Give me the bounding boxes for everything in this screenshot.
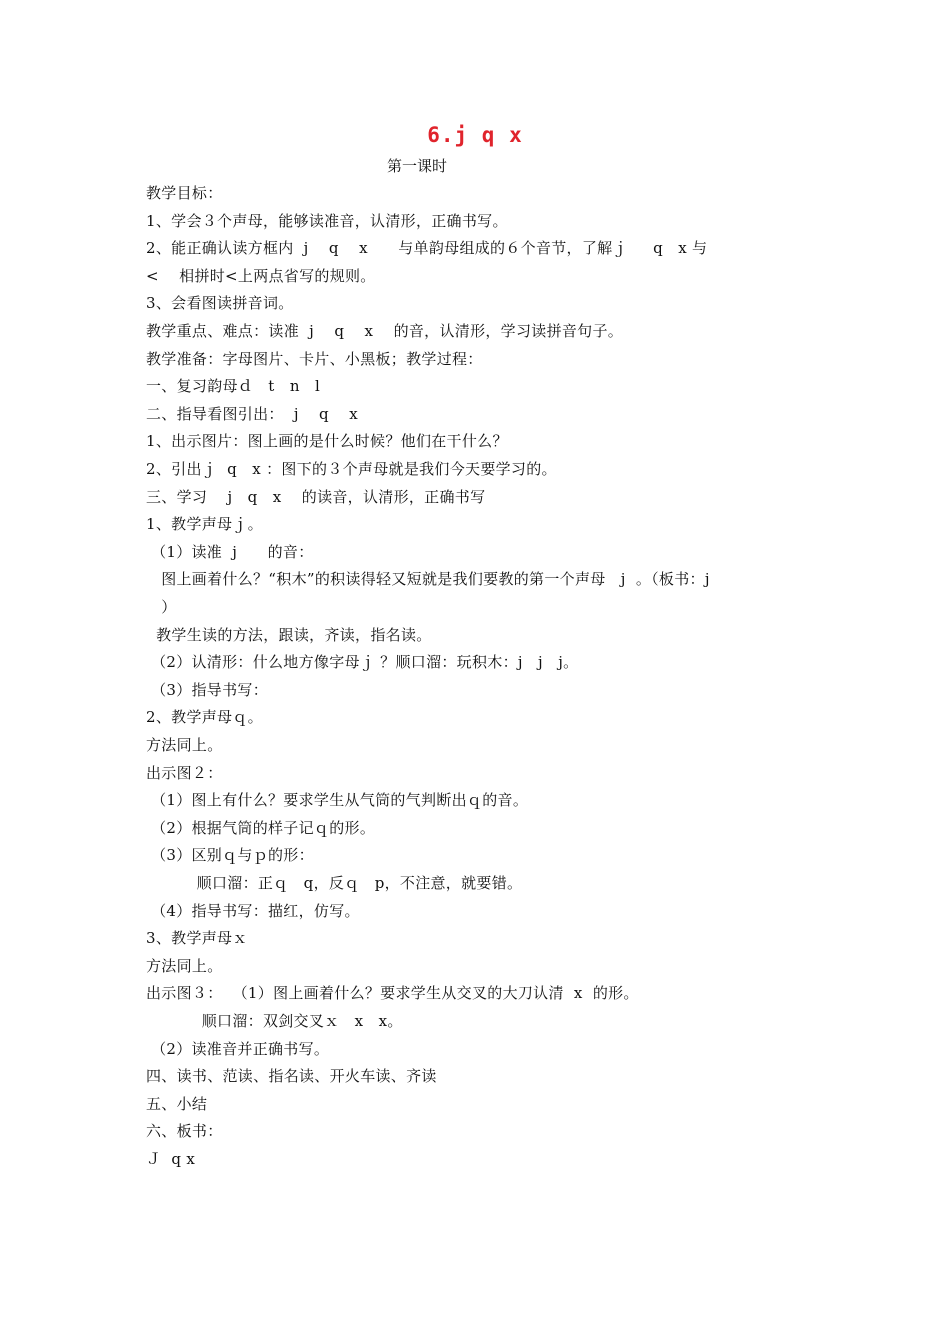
body-line: 三、学习 j q x 的读音，认清形，正确书写 <box>146 488 486 506</box>
body-line: 出示图２： <box>146 764 223 782</box>
body-line: 3、教学声母ｘ <box>146 929 248 947</box>
body-line: （2）读准音并正确书写。 <box>146 1040 330 1058</box>
body-line: 1、学会３个声母，能够读准音，认清形，正确书写。 <box>146 212 508 230</box>
lesson-subtitle: 第一课时 <box>387 157 448 175</box>
body-line: 图上画着什么？“积木”的积读得轻又短就是我们要教的第一个声母 j 。（板书：j <box>146 570 710 588</box>
lesson-title: 6.j q x <box>427 123 523 147</box>
body-line: （1）图上有什么？要求学生从气筒的气判断出ｑ的音。 <box>146 791 529 809</box>
body-line: 顺口溜：正ｑ q，反ｑ p，不注意，就要错。 <box>146 874 523 892</box>
body-line: 一、复习韵母ｄ t n l <box>146 377 321 395</box>
body-line: 教学生读的方法，跟读，齐读，指名读。 <box>146 626 432 644</box>
body-line: 教学准备：字母图片、卡片、小黑板；教学过程： <box>146 350 483 368</box>
body-line: 1、出示图片：图上画的是什么时候？他们在干什么？ <box>146 432 508 450</box>
body-line: 四、读书、范读、指名读、开火车读、齐读 <box>146 1067 437 1085</box>
body-line: 教学重点、难点：读准 j q x 的音，认清形，学习读拼音句子。 <box>146 322 624 340</box>
body-line: （2）认清形：什么地方像字母ｊ ？顺口溜：玩积木：j j j。 <box>146 653 579 671</box>
body-line: < 相拼时<上两点省写的规则。 <box>146 267 376 285</box>
body-line: ） <box>146 598 177 616</box>
body-line: （3）区别ｑ与ｐ的形： <box>146 846 314 864</box>
body-line: 方法同上。 <box>146 736 223 754</box>
body-line: 2、教学声母ｑ。 <box>146 708 263 726</box>
body-line: 六、板书： <box>146 1122 223 1140</box>
body-line: 教学目标： <box>146 184 223 202</box>
body-line: 顺口溜：双剑交叉ｘ x x。 <box>146 1012 403 1030</box>
body-line: （4）指导书写：描红，仿写。 <box>146 902 360 920</box>
body-line: 3、会看图读拼音词。 <box>146 294 294 312</box>
body-line: 方法同上。 <box>146 957 223 975</box>
body-line: 出示图３： （1）图上画着什么？要求学生从交叉的大刀认清 x 的形。 <box>146 984 639 1002</box>
body-line: Ｊ q x <box>146 1150 196 1168</box>
body-line: 1、教学声母ｊ。 <box>146 515 263 533</box>
body-line: （1）读准 j 的音： <box>146 543 314 561</box>
body-line: 五、小结 <box>146 1095 208 1113</box>
body-line: 2、能正确认读方框内 j q x 与单韵母组成的６个音节，了解ｊ q x 与 <box>146 239 708 257</box>
body-line: 二、指导看图引出： j q x <box>146 405 358 423</box>
body-line: （3）指导书写： <box>146 681 269 699</box>
body-line: （2）根据气筒的样子记ｑ的形。 <box>146 819 376 837</box>
body-line: 2、引出ｊ q x ：图下的３个声母就是我们今天要学习的。 <box>146 460 557 478</box>
